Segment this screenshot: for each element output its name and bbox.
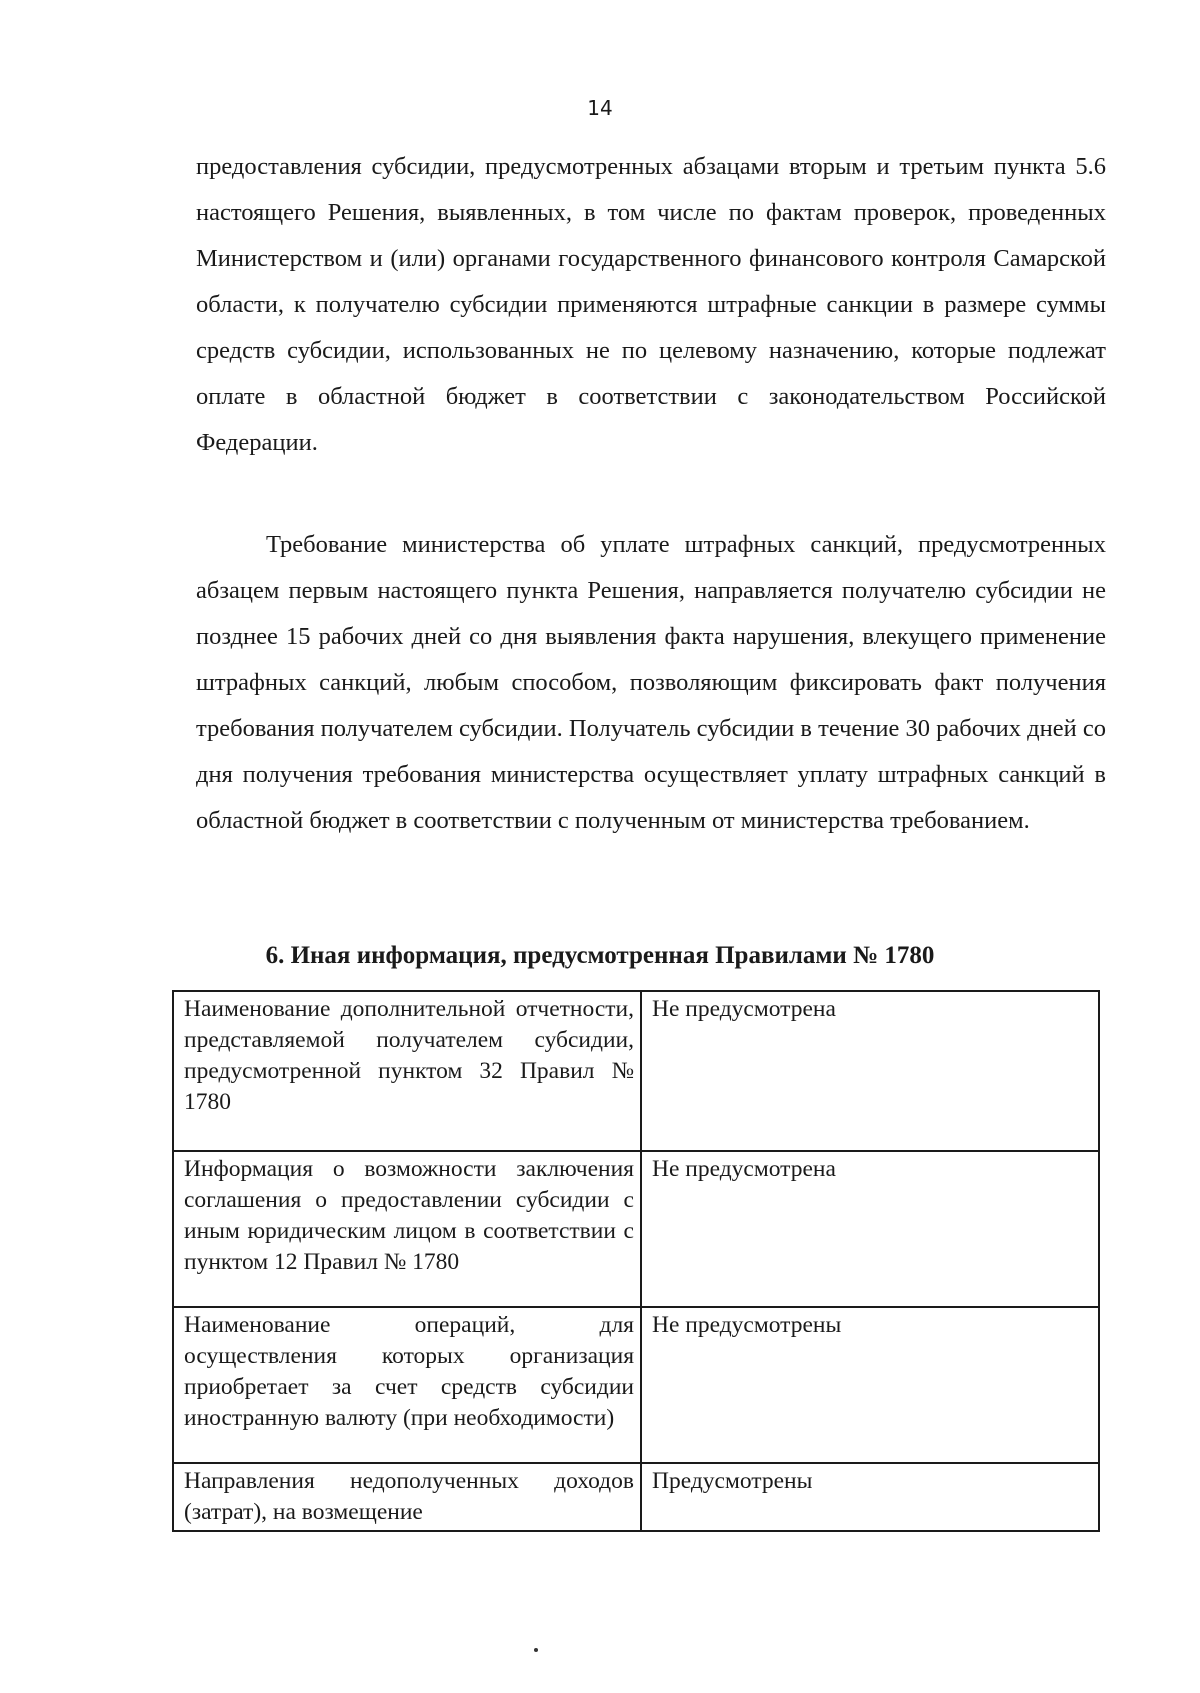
table-cell-value: Предусмотрены — [641, 1463, 1099, 1531]
table-cell-parameter: Направления недополученных доходов (затрат), на возмещение — [173, 1463, 641, 1531]
table-row — [173, 991, 1099, 1151]
table-row — [173, 1463, 1099, 1531]
page-number: 14 — [587, 96, 613, 120]
table-cell-value: Не предусмотрена — [641, 1151, 1099, 1307]
table-row — [173, 1307, 1099, 1463]
paragraph-requirement: Требование министерства об уплате штрафных санкций, предусмотренных абзацем первым настоящего пункта Решения, направляется получателю субсидии не позднее 15 рабочих дней со дня выявления факта нарушения, влекущего применение штрафных санкций, любым способом, позволяющим фиксировать факт получения требования получателем субсидии. Получатель субсидии в течение 30 рабочих дней со дня получения требования министерства осуществляет уплату штрафных санкций в областной бюджет в соответствии с полученным от министерства требованием. — [196, 531, 1106, 834]
scan-speck — [534, 1648, 538, 1652]
section-title: 6. Иная информация, предусмотренная Правилами № 1780 — [265, 942, 935, 969]
table-row — [173, 1151, 1099, 1307]
table-cell-parameter: Информация о возможности заключения соглашения о предоставлении субсидии с иным юридическим лицом в соответствии с пунктом 12 Правил № 1780 — [173, 1151, 641, 1307]
table-cell-value: Не предусмотрены — [641, 1307, 1099, 1463]
table-cell-parameter: Наименование дополнительной отчетности, представляемой получателем субсидии, предусмотренной пунктом 32 Правил № 1780 — [173, 991, 641, 1151]
other-information-table — [172, 990, 1100, 1532]
table-cell-value: Не предусмотрена — [641, 991, 1099, 1151]
paragraph-sanctions: предоставления субсидии, предусмотренных абзацами вторым и третьим пункта 5.6 настоящего Решения, выявленных, в том числе по фактам проверок, проведенных Министерством и (или) органами государственного финансового контроля Самарской области, к получателю субсидии применяются штрафные санкции в размере суммы средств субсидии, использованных не по целевому назначению, которые подлежат оплате в областной бюджет в соответствии с законодательством Российской Федерации. — [196, 153, 1106, 456]
table-cell-parameter: Наименование операций, для осуществления которых организация приобретает за счет средств субсидии иностранную валюту (при необходимости) — [173, 1307, 641, 1463]
